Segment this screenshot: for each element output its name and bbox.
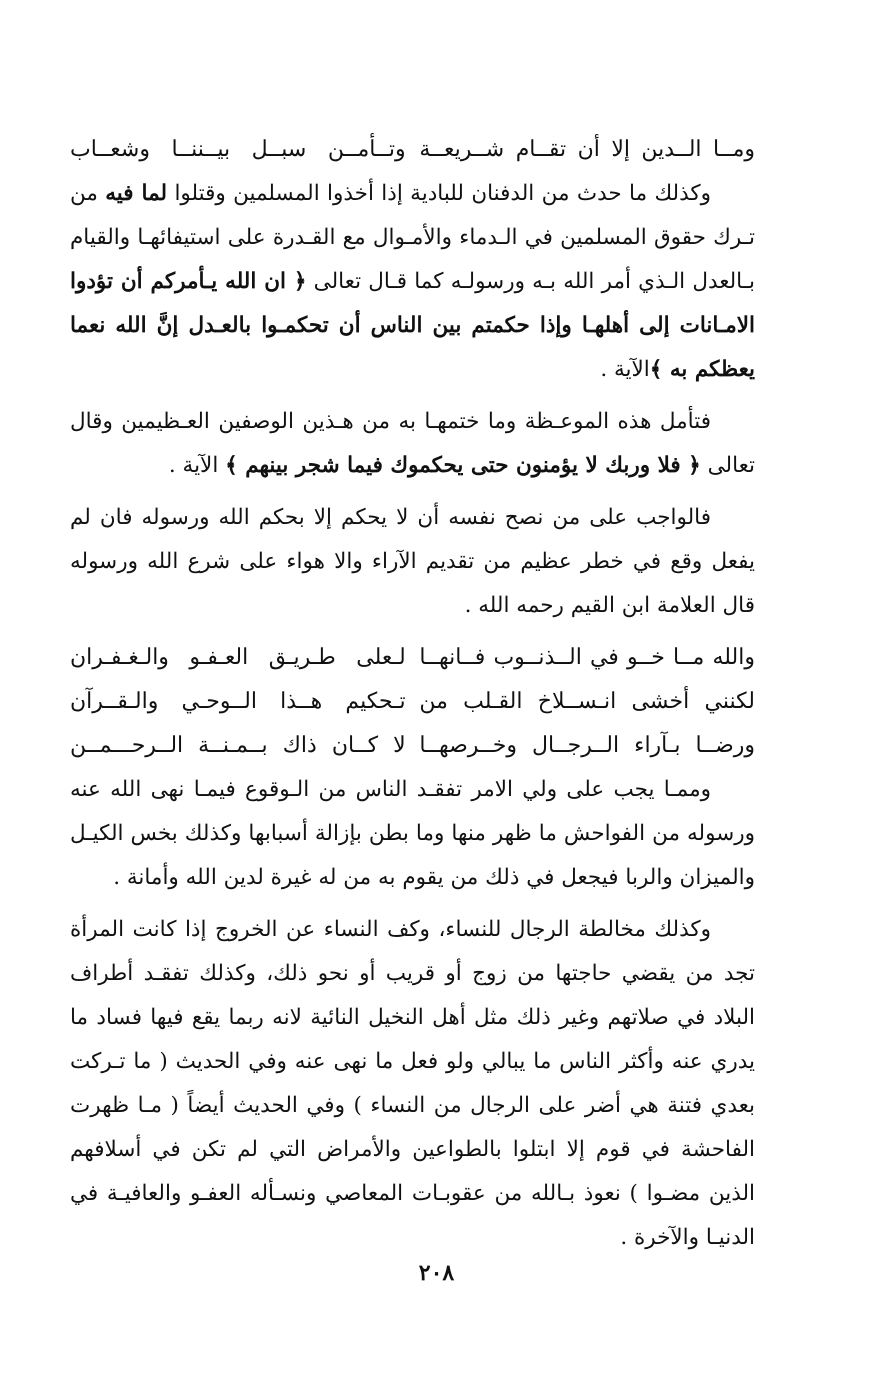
paragraph-1-bold: لما فيه	[105, 181, 168, 206]
poem-line-1-first: والله مــا خــو في الــذنــوب فــانهــا	[419, 645, 755, 670]
paragraph-1-text-a: وكذلك ما حدث من الدفنان للبادية إذا أخذوا المسلمين وقتلوا	[167, 181, 712, 206]
spacer	[70, 488, 755, 496]
paragraph-2	[70, 400, 755, 488]
verse-first-hemistich: ومــا الــدين إلا أن تقــام شــريعــة	[419, 137, 755, 162]
quran-quote-1: ﴿ ان الله يـأمركم أن تؤدوا الامـانات إلى أهلهـا وإذا حكمتم بين الناس أن تحكمـوا بالعـدل إنَّ الله نعما يعظكم به ﴾	[70, 269, 755, 382]
poem-line-1	[70, 636, 755, 680]
paragraph-2-text-b: الآية .	[168, 453, 226, 478]
paragraph-5: وكذلك مخالطة الرجال للنساء، وكف النساء عن الخروج إذا كانت المرأة تجد من يقضي حاجتها من زوج أو قريب أو نحو ذلك، وكذلك تفقـد أطراف البلاد في صلاتهم وغير ذلك مثل أهل النخيل النائية لانه ربما يقع فيها فساد ما يدري عنه وأكثر الناس ما يبالي ولو فعل ما نهى عنه وفي الحديث ( ما تـركت بعدي فتنة هي أضر على الرجال من النساء ) وفي الحديث أيضاً ( مـا ظهرت الفاحشة في قوم إلا ابتلوا بالطواعين والأمراض التي لم تكن في أسلافهم الذين مضـوا ) نعوذ بـالله من عقوبـات المعاصي ونسـأله العفـو والعافيـة في الدنيـا والآخرة .	[70, 917, 755, 1250]
verse-second-hemistich: وتــأمــن سبــل بيــننــا وشعــاب	[70, 137, 406, 162]
paragraph-1-text-c: الآية .	[600, 357, 650, 382]
paragraph-4: وممـا يجب على ولي الامر تفقـد الناس من الـوقوع فيمـا نهى الله عنه ورسوله من الفواحش ما ظهر منها وما بطن بإزالة أسبابها وكذلك بخس الكيـل والميزان والربا فيجعل في ذلك من يقوم به من له غيرة لدين الله وأمانة .	[70, 777, 755, 890]
paragraph-1	[70, 172, 755, 392]
quran-quote-2: ﴿ فلا وربك لا يؤمنون حتى يحكموك فيما شجر بينهم ﴾	[225, 453, 701, 478]
paragraph-2-text-a: فتأمل هذه الموعـظة وما ختمهـا به من هـذين الوصفين العـظيمين وقال تعالى	[70, 409, 755, 478]
spacer	[70, 392, 755, 400]
poem-line-2-first: لكنني أخشى انـســلاخ القـلب من	[419, 689, 755, 714]
poem-line-3	[70, 724, 755, 768]
paragraph-3: فالواجب على من نصح نفسه أن لا يحكم إلا بحكم الله ورسوله فان لم يفعل وقع في خطر عظيم من تقديم الآراء والا هواء على شرع الله ورسوله قال العلامة ابن القيم رحمه الله .	[70, 505, 755, 618]
poem-line-1-second: لـعلى طـريـق العـفـو والـغـفـران	[70, 645, 406, 670]
paragraph-1-text-b: من تـرك حقوق المسلمين في الـدماء والأمـوال مع القـدرة على استيفائهـا والقيام بـالعدل الـذي أمر الله بـه ورسولـه كما قـال تعالى	[70, 181, 756, 294]
page-number: ٢٠٨	[418, 1260, 455, 1286]
poem-line-3-second: لا كــان ذاك بــمـنــة الــرحـــمــن	[70, 733, 406, 758]
poem-line-2	[70, 680, 755, 724]
poem-line-2-second: تـحكيم هــذا الــوحـي والـقــرآن	[70, 689, 406, 714]
spacer	[70, 900, 755, 908]
opening-verse	[70, 128, 755, 172]
poem-line-3-first: ورضــا بـآراء الــرجــال وخــرصهــا	[419, 733, 755, 758]
spacer	[70, 628, 755, 636]
